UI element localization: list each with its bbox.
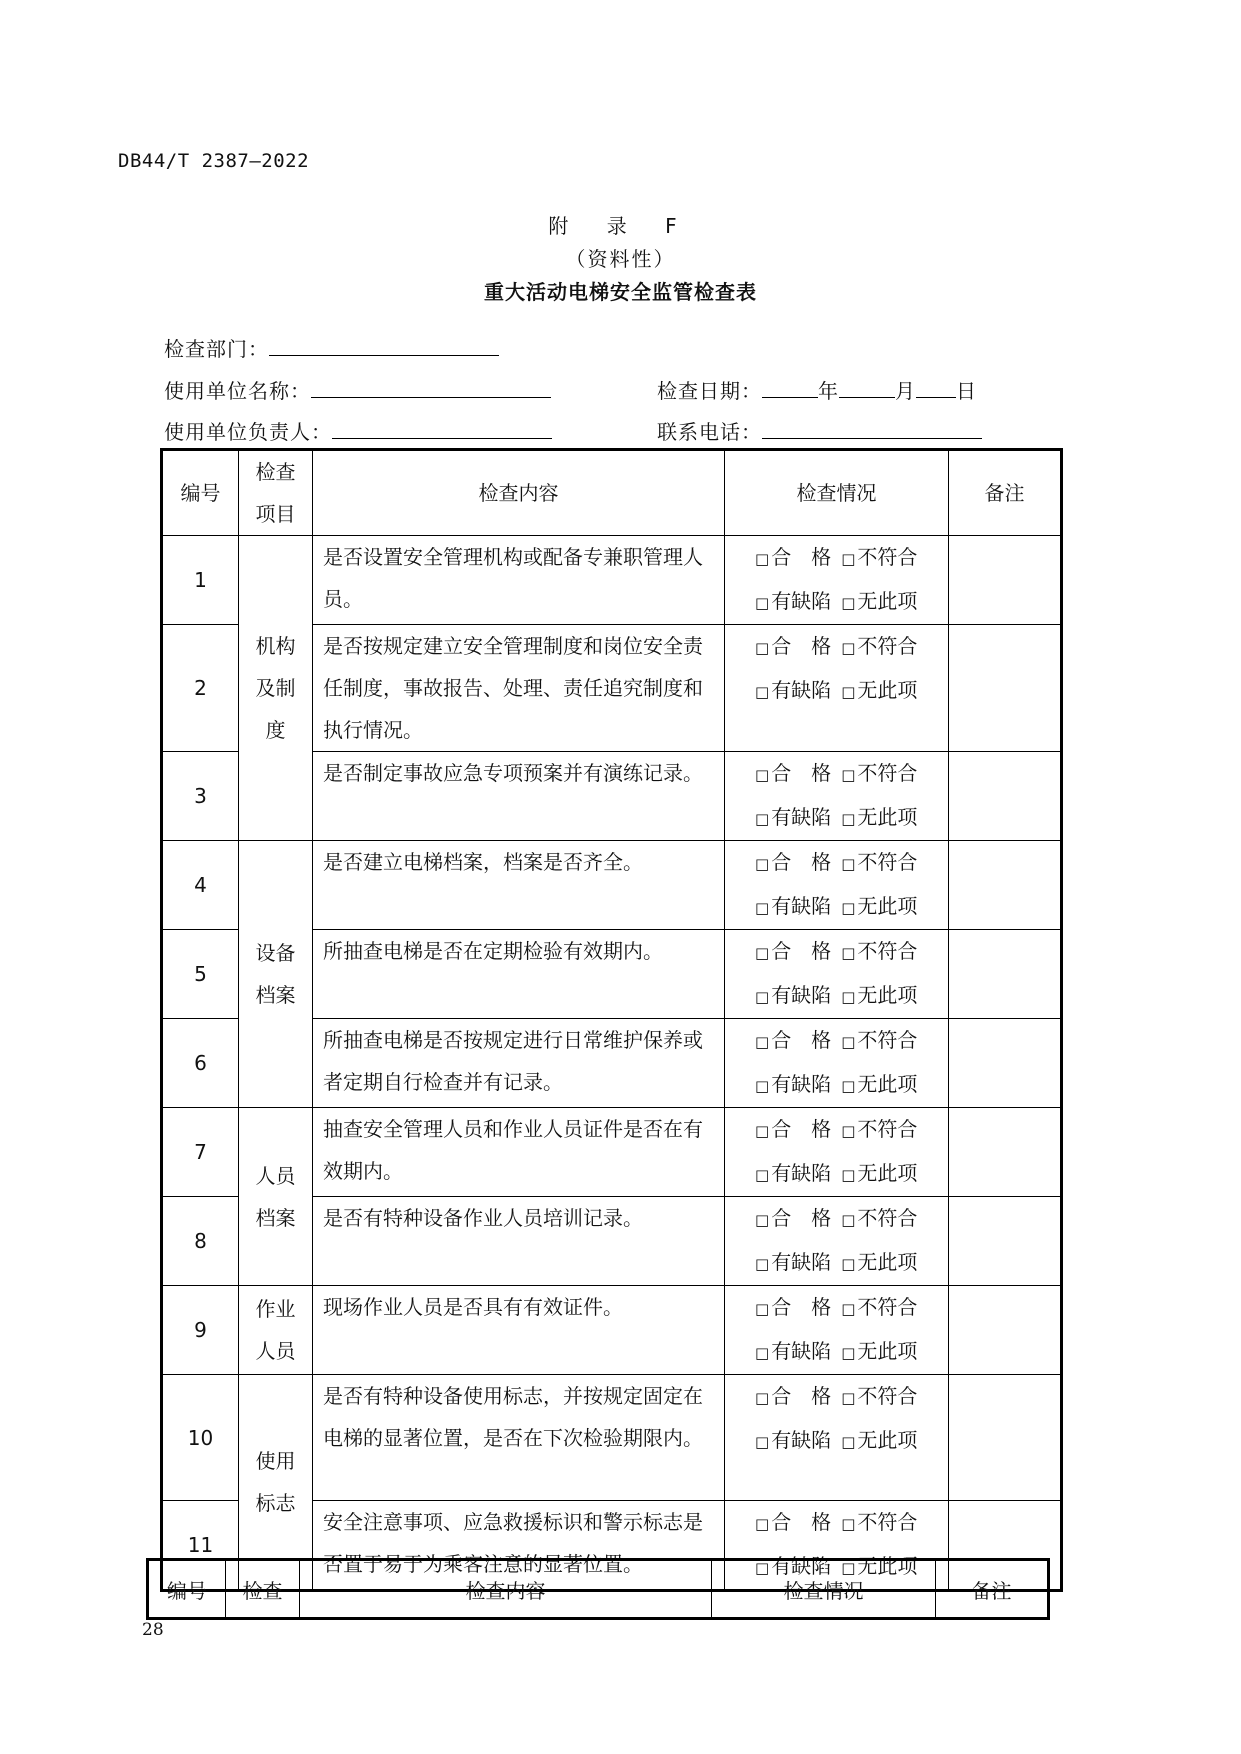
header-item: [239, 450, 313, 536]
checkbox-label: 不符合: [857, 1510, 918, 1534]
unit-input-line[interactable]: [311, 379, 551, 398]
header-content: 检查内容: [313, 450, 725, 536]
checkbox-label: 无此项: [857, 1554, 918, 1578]
check-status: [725, 1286, 949, 1375]
table-row: [162, 1286, 1062, 1375]
category-label-line: 及制: [255, 676, 296, 700]
pass-checkbox[interactable]: [755, 1028, 831, 1052]
defect-checkbox[interactable]: [755, 678, 831, 702]
checkbox-icon: □: [841, 1255, 856, 1273]
phone-label: 联系电话：: [657, 420, 762, 444]
fail-checkbox[interactable]: [841, 545, 917, 569]
na-checkbox[interactable]: [841, 1250, 917, 1274]
category-label-line: 人员: [255, 1339, 296, 1363]
row-number: 7: [162, 1108, 239, 1197]
row-number: 3: [162, 752, 239, 841]
defect-checkbox[interactable]: [755, 1072, 831, 1096]
na-checkbox[interactable]: [841, 1161, 917, 1185]
checkbox-label: 不符合: [857, 1384, 918, 1408]
category-cell: [239, 536, 313, 841]
year-label: 年: [818, 379, 839, 403]
check-status: [725, 1019, 949, 1108]
person-field: [164, 416, 552, 445]
fail-checkbox[interactable]: [841, 761, 917, 785]
checkbox-icon: □: [755, 1433, 770, 1451]
row-number: 5: [162, 930, 239, 1019]
year-input-line[interactable]: [762, 379, 818, 398]
fail-checkbox[interactable]: [841, 1384, 917, 1408]
check-content: 安全注意事项、应急救援标识和警示标志是否置于易于为乘客注意的显著位置。: [313, 1501, 725, 1591]
checkbox-label: 有缺陷: [771, 805, 832, 829]
na-checkbox[interactable]: [841, 1428, 917, 1452]
category-cell: [239, 1108, 313, 1286]
checkbox-icon: □: [841, 1515, 856, 1533]
cont-header-item: 检查: [226, 1560, 300, 1619]
checkbox-icon: □: [755, 683, 770, 701]
check-status: [725, 1375, 949, 1501]
checkbox-icon: □: [755, 1515, 770, 1533]
checkbox-label: 合 格: [771, 1510, 832, 1534]
pass-checkbox[interactable]: [755, 761, 831, 785]
category-label-line: 人员: [255, 1163, 296, 1188]
check-status: [725, 752, 949, 841]
phone-input-line[interactable]: [762, 420, 982, 439]
category-cell: [239, 841, 313, 1108]
day-label: 日: [956, 379, 977, 403]
na-checkbox[interactable]: [841, 894, 917, 918]
checkbox-label: 不符合: [857, 939, 918, 963]
check-content: 是否建立电梯档案，档案是否齐全。: [313, 841, 725, 930]
checkbox-icon: □: [841, 683, 856, 701]
header-remark: 备注: [949, 450, 1062, 536]
table-row: [162, 536, 1062, 625]
checkbox-label: 有缺陷: [771, 1072, 832, 1096]
fail-checkbox[interactable]: [841, 1206, 917, 1230]
category-label-line: 作业: [255, 1297, 296, 1321]
fail-checkbox[interactable]: [841, 850, 917, 874]
checkbox-icon: □: [755, 899, 770, 917]
defect-checkbox[interactable]: [755, 1250, 831, 1274]
row-number: 10: [162, 1375, 239, 1501]
category-label-line: 使用: [255, 1449, 296, 1473]
defect-checkbox[interactable]: [755, 1428, 831, 1452]
checkbox-icon: □: [755, 639, 770, 657]
checkbox-label: 合 格: [771, 1206, 832, 1230]
remark-cell[interactable]: [949, 841, 1062, 930]
check-content: 现场作业人员是否具有有效证件。: [313, 1286, 725, 1375]
unit-field: [164, 375, 551, 404]
cont-header-remark: 备注: [936, 1560, 1049, 1619]
checkbox-label: 无此项: [857, 678, 918, 702]
row-number: 1: [162, 536, 239, 625]
check-status: [725, 1197, 949, 1286]
checkbox-label: 不符合: [857, 545, 918, 569]
checkbox-icon: □: [755, 944, 770, 962]
checkbox-icon: □: [755, 855, 770, 873]
checkbox-label: 有缺陷: [771, 1339, 832, 1363]
table-row: [162, 1108, 1062, 1197]
checkbox-icon: □: [755, 988, 770, 1006]
row-number: 2: [162, 625, 239, 752]
checkbox-icon: □: [841, 1300, 856, 1318]
header-status: 检查情况: [725, 450, 949, 536]
remark-cell[interactable]: [949, 1197, 1062, 1286]
na-checkbox[interactable]: [841, 1072, 917, 1096]
date-field: [657, 375, 977, 404]
row-number: 11: [162, 1501, 239, 1591]
na-checkbox[interactable]: [841, 983, 917, 1007]
remark-cell[interactable]: [949, 1019, 1062, 1108]
checkbox-label: 有缺陷: [771, 1250, 832, 1274]
table-row: [162, 841, 1062, 930]
appendix-heading: 附 录 F: [548, 214, 693, 238]
header-item-line2: 项目: [255, 502, 296, 526]
page-number: 28: [142, 1620, 164, 1640]
checkbox-label: 合 格: [771, 1295, 832, 1319]
checkbox-icon: □: [841, 988, 856, 1006]
checkbox-icon: □: [841, 899, 856, 917]
checkbox-icon: □: [841, 1122, 856, 1140]
pass-checkbox[interactable]: [755, 939, 831, 963]
category-label-line: 标志: [255, 1491, 296, 1515]
day-input-line[interactable]: [916, 379, 956, 398]
checkbox-icon: □: [841, 639, 856, 657]
checkbox-label: 合 格: [771, 545, 832, 569]
checkbox-label: 不符合: [857, 761, 918, 785]
remark-cell[interactable]: [949, 930, 1062, 1019]
table-header-row: [162, 450, 1062, 536]
check-content: 所抽查电梯是否在定期检验有效期内。: [313, 930, 725, 1019]
check-content: 是否设置安全管理机构或配备专兼职管理人员。: [313, 536, 725, 625]
defect-checkbox[interactable]: [755, 1161, 831, 1185]
checkbox-icon: □: [755, 766, 770, 784]
month-label: 月: [895, 379, 916, 403]
checkbox-label: 无此项: [857, 894, 918, 918]
check-status: [725, 841, 949, 930]
checkbox-icon: □: [841, 1166, 856, 1184]
checkbox-icon: □: [841, 1433, 856, 1451]
checkbox-icon: □: [841, 594, 856, 612]
checkbox-label: 有缺陷: [771, 678, 832, 702]
defect-checkbox[interactable]: [755, 983, 831, 1007]
check-content: 是否有特种设备使用标志，并按规定固定在电梯的显著位置，是否在下次检验期限内。: [313, 1375, 725, 1501]
checkbox-label: 无此项: [857, 1339, 918, 1363]
checkbox-label: 不符合: [857, 1295, 918, 1319]
checkbox-label: 有缺陷: [771, 983, 832, 1007]
category-label-line: 档案: [255, 983, 296, 1007]
checkbox-label: 有缺陷: [771, 589, 832, 613]
checkbox-icon: □: [755, 1344, 770, 1362]
date-label: 检查日期：: [657, 379, 762, 403]
checkbox-label: 有缺陷: [771, 894, 832, 918]
check-status: [725, 930, 949, 1019]
checkbox-icon: □: [755, 1033, 770, 1051]
checkbox-icon: □: [755, 1300, 770, 1318]
check-content: 抽查安全管理人员和作业人员证件是否在有效期内。: [313, 1108, 725, 1197]
person-label: 使用单位负责人：: [164, 420, 332, 444]
check-status: [725, 1108, 949, 1197]
continuation-header-table: [146, 1558, 1050, 1620]
defect-checkbox[interactable]: [755, 894, 831, 918]
check-status: [725, 625, 949, 752]
pass-checkbox[interactable]: [755, 1510, 831, 1534]
checkbox-label: 合 格: [771, 1384, 832, 1408]
remark-cell[interactable]: [949, 752, 1062, 841]
checkbox-label: 不符合: [857, 1206, 918, 1230]
checkbox-icon: □: [755, 1166, 770, 1184]
fail-checkbox[interactable]: [841, 1028, 917, 1052]
checkbox-label: 无此项: [857, 1250, 918, 1274]
category-label-line: 度: [265, 718, 286, 742]
pass-checkbox[interactable]: [755, 545, 831, 569]
pass-checkbox[interactable]: [755, 1295, 831, 1319]
checkbox-icon: □: [841, 1033, 856, 1051]
check-status: [725, 536, 949, 625]
fail-checkbox[interactable]: [841, 1510, 917, 1534]
checkbox-icon: □: [755, 1389, 770, 1407]
pass-checkbox[interactable]: [755, 850, 831, 874]
appendix-subtitle: （资料性）: [565, 247, 676, 271]
header-item-line1: 检查: [255, 460, 296, 484]
fail-checkbox[interactable]: [841, 634, 917, 658]
na-checkbox[interactable]: [841, 1339, 917, 1363]
dept-input-line[interactable]: [269, 337, 499, 356]
header-num: 编号: [162, 450, 239, 536]
checkbox-label: 无此项: [857, 805, 918, 829]
na-checkbox[interactable]: [841, 589, 917, 613]
cont-header-content: 检查内容: [300, 1560, 712, 1619]
checkbox-icon: □: [841, 1389, 856, 1407]
checkbox-label: 合 格: [771, 761, 832, 785]
checkbox-icon: □: [841, 810, 856, 828]
checkbox-icon: □: [841, 1344, 856, 1362]
checkbox-icon: □: [841, 766, 856, 784]
checkbox-icon: □: [755, 1559, 770, 1577]
checkbox-label: 无此项: [857, 589, 918, 613]
row-number: 9: [162, 1286, 239, 1375]
person-input-line[interactable]: [332, 420, 552, 439]
checkbox-label: 合 格: [771, 850, 832, 874]
row-number: 6: [162, 1019, 239, 1108]
inspection-table: [160, 448, 1063, 1592]
appendix-title: 重大活动电梯安全监管检查表: [484, 280, 757, 304]
checkbox-icon: □: [755, 810, 770, 828]
cont-header-status: 检查情况: [712, 1560, 936, 1619]
checkbox-label: 有缺陷: [771, 1554, 832, 1578]
checkbox-label: 无此项: [857, 1428, 918, 1452]
checkbox-icon: □: [841, 1559, 856, 1577]
na-checkbox[interactable]: [841, 678, 917, 702]
category-label-line: 设备: [255, 941, 296, 965]
defect-checkbox[interactable]: [755, 589, 831, 613]
check-content: 所抽查电梯是否按规定进行日常维护保养或者定期自行检查并有记录。: [313, 1019, 725, 1108]
unit-label: 使用单位名称：: [164, 379, 311, 403]
row-number: 4: [162, 841, 239, 930]
pass-checkbox[interactable]: [755, 1206, 831, 1230]
cont-header-num: 编号: [148, 1560, 226, 1619]
remark-cell[interactable]: [949, 1108, 1062, 1197]
checkbox-label: 不符合: [857, 1117, 918, 1141]
check-content: 是否按规定建立安全管理制度和岗位安全责任制度，事故报告、处理、责任追究制度和执行情况。: [313, 625, 725, 752]
continuation-header-row: [148, 1560, 1049, 1619]
checkbox-icon: □: [841, 1211, 856, 1229]
category-label-line: 机构: [255, 634, 296, 658]
pass-checkbox[interactable]: [755, 1384, 831, 1408]
checkbox-icon: □: [755, 1122, 770, 1140]
remark-cell[interactable]: [949, 1286, 1062, 1375]
checkbox-icon: □: [755, 594, 770, 612]
checkbox-icon: □: [841, 855, 856, 873]
phone-field: [657, 416, 982, 445]
check-content: 是否有特种设备作业人员培训记录。: [313, 1197, 725, 1286]
fail-checkbox[interactable]: [841, 939, 917, 963]
table-row: [162, 1375, 1062, 1501]
checkbox-icon: □: [755, 1255, 770, 1273]
checkbox-label: 无此项: [857, 983, 918, 1007]
dept-label: 检查部门：: [164, 337, 269, 361]
dept-field: [164, 333, 499, 362]
checkbox-label: 有缺陷: [771, 1161, 832, 1185]
checkbox-label: 不符合: [857, 850, 918, 874]
check-content: 是否制定事故应急专项预案并有演练记录。: [313, 752, 725, 841]
checkbox-label: 无此项: [857, 1072, 918, 1096]
checkbox-label: 合 格: [771, 1117, 832, 1141]
checkbox-label: 不符合: [857, 634, 918, 658]
checkbox-label: 合 格: [771, 634, 832, 658]
fail-checkbox[interactable]: [841, 1295, 917, 1319]
defect-checkbox[interactable]: [755, 805, 831, 829]
remark-cell[interactable]: [949, 536, 1062, 625]
row-number: 8: [162, 1197, 239, 1286]
standard-code: DB44/T 2387—2022: [118, 150, 310, 172]
checkbox-icon: □: [841, 1077, 856, 1095]
category-label-line: 档案: [255, 1205, 296, 1230]
checkbox-icon: □: [755, 1077, 770, 1095]
checkbox-icon: □: [841, 944, 856, 962]
checkbox-label: 无此项: [857, 1161, 918, 1185]
remark-cell[interactable]: [949, 1375, 1062, 1501]
checkbox-icon: □: [841, 550, 856, 568]
pass-checkbox[interactable]: [755, 634, 831, 658]
remark-cell[interactable]: [949, 625, 1062, 752]
category-cell: [239, 1286, 313, 1375]
checkbox-label: 不符合: [857, 1028, 918, 1052]
defect-checkbox[interactable]: [755, 1339, 831, 1363]
checkbox-label: 合 格: [771, 939, 832, 963]
checkbox-icon: □: [755, 1211, 770, 1229]
checkbox-label: 合 格: [771, 1028, 832, 1052]
checkbox-label: 有缺陷: [771, 1428, 832, 1452]
fail-checkbox[interactable]: [841, 1117, 917, 1141]
checkbox-icon: □: [755, 550, 770, 568]
pass-checkbox[interactable]: [755, 1117, 831, 1141]
na-checkbox[interactable]: [841, 805, 917, 829]
month-input-line[interactable]: [839, 379, 895, 398]
